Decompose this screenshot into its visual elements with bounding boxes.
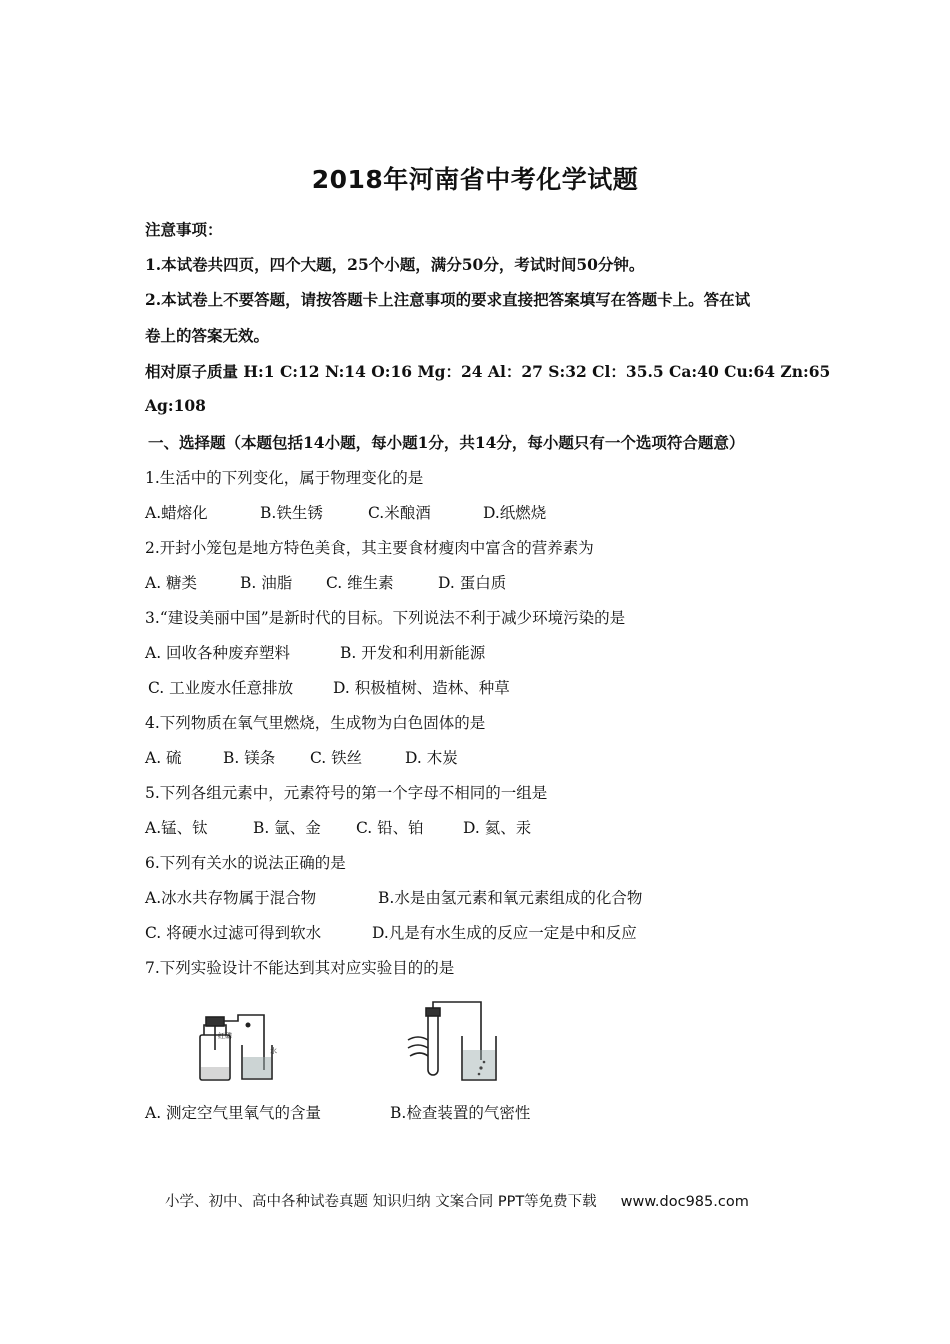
option: B.检查装置的气密性 xyxy=(390,1104,531,1122)
option: D. 氦、汞 xyxy=(463,819,532,837)
option: A. 糖类 xyxy=(145,574,198,592)
option: D. 蛋白质 xyxy=(438,574,507,592)
question-stem: 1.生活中的下列变化，属于物理变化的是 xyxy=(145,469,424,487)
page-footer xyxy=(165,1190,749,1211)
option: B. 镁条 xyxy=(223,749,276,767)
figure-oxygen-apparatus xyxy=(190,1005,280,1085)
options-row xyxy=(145,746,458,768)
flask-water xyxy=(201,1067,229,1079)
option: A.冰水共存物属于混合物 xyxy=(145,889,317,907)
question-stem: 7.下列实验设计不能达到其对应实验目的的是 xyxy=(145,959,455,977)
footer-text: 小学、初中、高中各种试卷真题 知识归纳 文案合同 PPT等免费下载 xyxy=(165,1194,597,1210)
water-label: 水 xyxy=(270,1047,277,1055)
options-row xyxy=(145,641,485,663)
option: B.铁生锈 xyxy=(260,504,323,522)
option: C. 工业废水任意排放 xyxy=(148,679,294,697)
option: B.水是由氢元素和氧元素组成的化合物 xyxy=(378,889,643,907)
water-level xyxy=(243,1057,271,1078)
option: C. 铅、铂 xyxy=(356,819,424,837)
page-title: 2018年河南省中考化学试题 xyxy=(311,165,639,194)
question-stem: 3.“建设美丽中国”是新时代的目标。下列说法不利于减少环境污染的是 xyxy=(145,609,626,627)
question-stem: 5.下列各组元素中，元素符号的第一个字母不相同的一组是 xyxy=(145,784,548,802)
section-heading: 一、选择题（本题包括14小题，每小题1分，共14分，每小题只有一个选项符合题意） xyxy=(148,433,745,452)
option: C. 维生素 xyxy=(326,574,394,592)
question-stem: 6.下列有关水的说法正确的是 xyxy=(145,854,346,872)
option: C.米酿酒 xyxy=(368,504,431,522)
option: D.纸燃烧 xyxy=(483,504,547,522)
option: B. 开发和利用新能源 xyxy=(340,644,486,662)
option: A.锰、钛 xyxy=(145,819,208,837)
option: A.蜡熔化 xyxy=(145,504,208,522)
option: C. 铁丝 xyxy=(310,749,363,767)
stopper xyxy=(426,1008,440,1016)
options-row xyxy=(145,501,546,523)
option: B. 油脂 xyxy=(240,574,293,592)
footer-url[interactable]: www.doc985.com xyxy=(620,1194,749,1210)
options-row xyxy=(145,816,531,838)
option: A. 测定空气里氧气的含量 xyxy=(145,1104,322,1122)
notice-item-1: 1.本试卷共四页，四个大题，25个小题，满分50分，考试时间50分钟。 xyxy=(145,255,645,274)
options-row xyxy=(145,1101,530,1123)
option: D. 积极植树、造林、种草 xyxy=(333,679,510,697)
atomic-masses-line-1: 相对原子质量 H:1 C:12 N:14 O:16 Mg：24 Al：27 S:32 Cl：35.5 Ca:40 Cu:64 Zn:65 xyxy=(145,362,831,381)
red-phosphorus-label: 红磷 xyxy=(218,1032,232,1040)
options-row xyxy=(148,676,510,698)
test-tube xyxy=(428,1012,438,1075)
atomic-masses-line-2: Ag:108 xyxy=(145,396,206,415)
question-stem: 4.下列物质在氧气里燃烧，生成物为白色固体的是 xyxy=(145,714,486,732)
notice-item-2-line-2: 卷上的答案无效。 xyxy=(145,326,270,345)
option: C. 将硬水过滤可得到软水 xyxy=(145,924,322,942)
figure-airtightness-apparatus xyxy=(400,998,505,1088)
notice-item-2-line-1: 2.本试卷上不要答题，请按答题卡上注意事项的要求直接把答案填写在答题卡上。答在试 xyxy=(145,290,751,309)
options-row xyxy=(145,571,506,593)
options-row xyxy=(145,921,637,943)
notice-heading: 注意事项： xyxy=(145,220,223,239)
question-stem: 2.开封小笼包是地方特色美食，其主要食材瘦肉中富含的营养素为 xyxy=(145,539,594,557)
option: B. 氩、金 xyxy=(253,819,321,837)
option: D.凡是有水生成的反应一定是中和反应 xyxy=(372,924,637,942)
hand-icon xyxy=(408,1037,428,1056)
option: A. 硫 xyxy=(145,749,182,767)
stopper xyxy=(206,1017,224,1026)
options-row xyxy=(145,886,642,908)
option: A. 回收各种废弃塑料 xyxy=(145,644,291,662)
option: D. 木炭 xyxy=(405,749,458,767)
clamp-icon xyxy=(246,1023,251,1028)
